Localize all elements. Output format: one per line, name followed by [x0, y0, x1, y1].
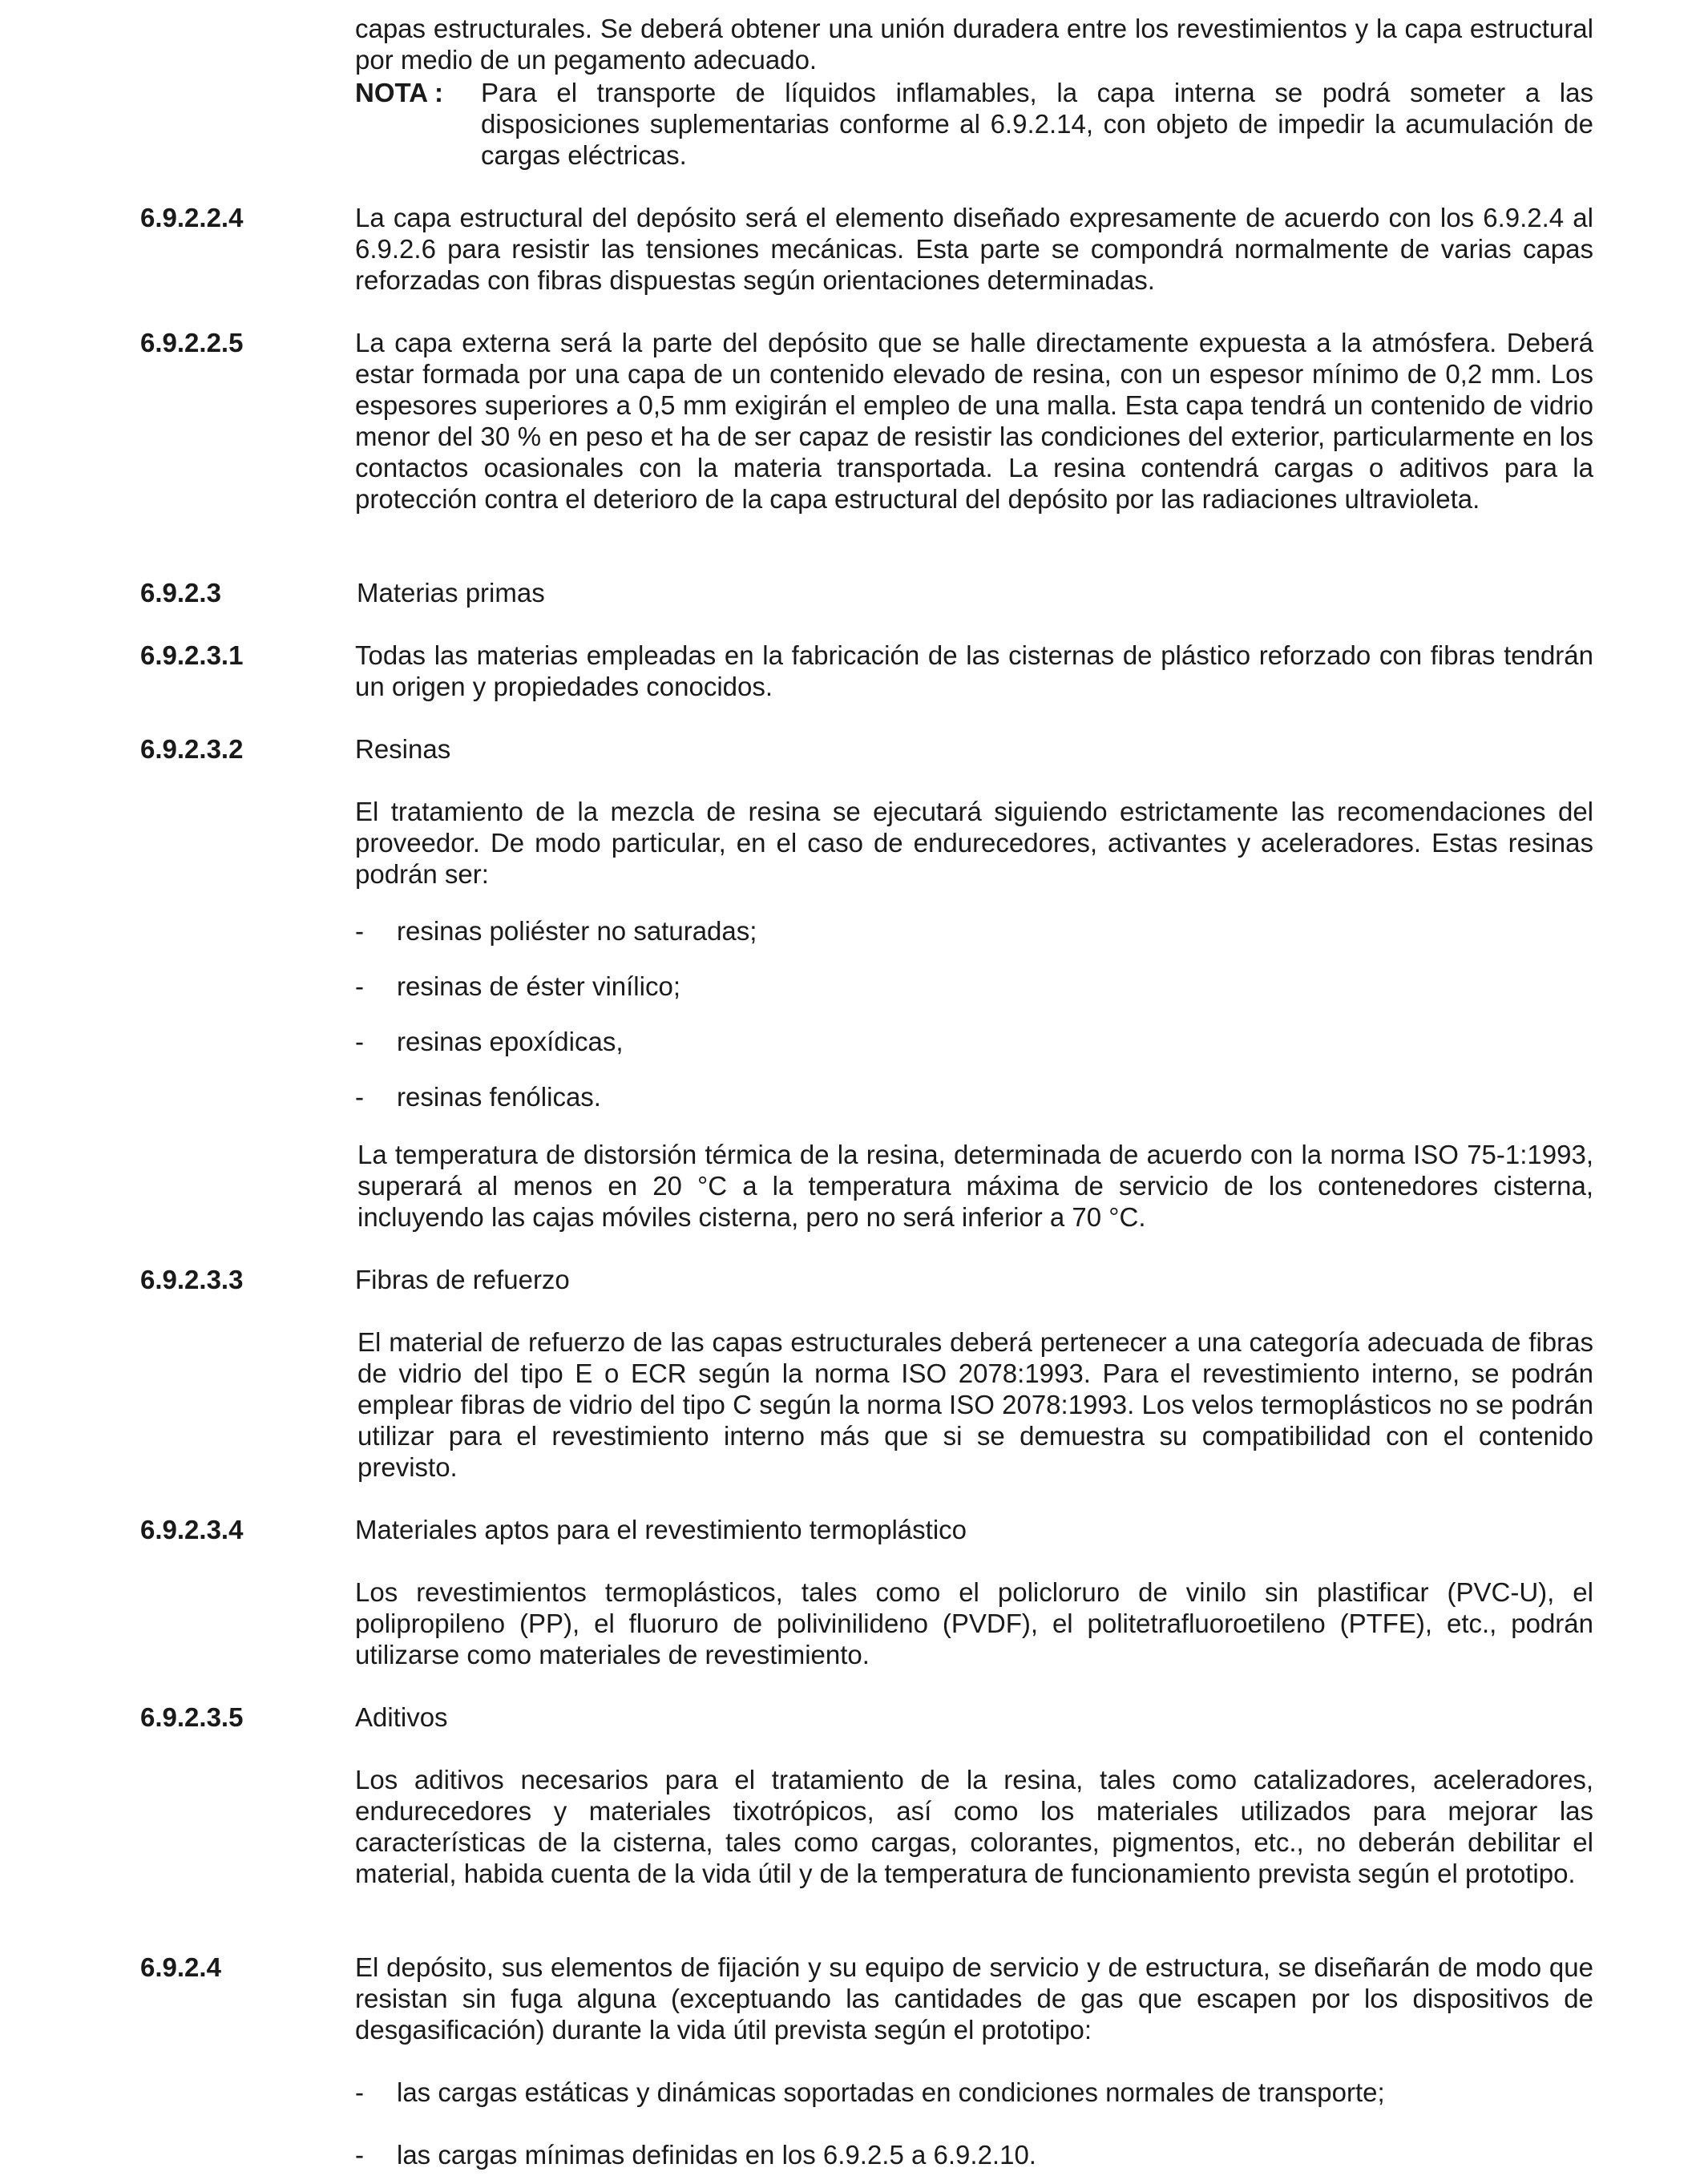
list-dash: -	[355, 916, 364, 946]
list-dash: -	[355, 1027, 364, 1056]
section-text-6-9-2-3-5: Los aditivos necesarios para el tratamiento de la resina, tales como catalizadores, aceleradores, endurecedores y materiales tixotrópicos, así como los materiales utilizados para mejorar las características de la cisterna, tales como cargas, colorantes, pigmentos, etc., no deberán debilitar el material, habida cuenta de la vida útil y de la temperatura de funcionamiento prevista según el prototipo.	[355, 1765, 1593, 1888]
section-number-6-9-2-3-4: 6.9.2.3.4	[140, 1515, 244, 1544]
list-item: resinas poliéster no saturadas;	[397, 916, 757, 946]
section-title-6-9-2-3-5: Aditivos	[355, 1702, 448, 1732]
section-title-6-9-2-3-3: Fibras de refuerzo	[355, 1265, 570, 1294]
list-item: las cargas mínimas definidas en los 6.9.2.5 a 6.9.2.10.	[397, 2140, 1036, 2170]
list-item: resinas epoxídicas,	[397, 1027, 624, 1056]
list-dash: -	[355, 971, 364, 1001]
section-title-6-9-2-3: Materias primas	[357, 578, 545, 608]
note-text: Para el transporte de líquidos inflamables, la capa interna se podrá someter a las disposiciones suplementarias conforme al 6.9.2.14, con objeto de impedir la acumulación de cargas eléctricas.	[481, 78, 1593, 170]
note-label: NOTA :	[355, 78, 443, 107]
section-number-6-9-2-3-1: 6.9.2.3.1	[140, 640, 244, 670]
section-text-6-9-2-3-4: Los revestimientos termoplásticos, tales como el policloruro de vinilo sin plastificar (PVC-U), el polipropileno (PP), el fluoruro de polivinilideno (PVDF), el politetrafluoroetileno (PTFE), etc., podrán utilizarse como materiales de revestimiento.	[355, 1577, 1593, 1669]
list-item: resinas fenólicas.	[397, 1082, 601, 1112]
list-item: las cargas estáticas y dinámicas soportadas en condiciones normales de transporte;	[397, 2077, 1385, 2107]
section-number-6-9-2-3-2: 6.9.2.3.2	[140, 734, 244, 764]
section-text-6-9-2-4: El depósito, sus elementos de fijación y su equipo de servicio y de estructura, se diseñarán de modo que resistan sin fuga alguna (exceptuando las cantidades de gas que escapen por los dispositivos de desgasificación) durante la vida útil prevista según el prototipo:	[355, 1952, 1593, 2045]
section-after-text-6-9-2-3-2: La temperatura de distorsión térmica de la resina, determinada de acuerdo con la norma ISO 75-1:1993, superará al menos en 20 °C a la temperatura máxima de servicio de los contenedores cisterna, incluyendo las cajas móviles cisterna, pero no será inferior a 70 °C.	[357, 1140, 1593, 1232]
section-text-6-9-2-3-1: Todas las materias empleadas en la fabricación de las cisternas de plástico reforzado con fibras tendrán un origen y propiedades conocidos.	[355, 640, 1593, 701]
list-item: resinas de éster vinílico;	[397, 971, 680, 1001]
section-text-6-9-2-2-4: La capa estructural del depósito será el elemento diseñado expresamente de acuerdo con los 6.9.2.4 al 6.9.2.6 para resistir las tensiones mecánicas. Esta parte se compondrá normalmente de varias capas reforzadas con fibras dispuestas según orientaciones determinadas.	[355, 203, 1593, 295]
section-number-6-9-2-3: 6.9.2.3	[140, 578, 221, 608]
section-number-6-9-2-4: 6.9.2.4	[140, 1952, 221, 1982]
section-number-6-9-2-2-4: 6.9.2.2.4	[140, 203, 244, 232]
section-text-6-9-2-2-5: La capa externa será la parte del depósito que se halle directamente expuesta a la atmósfera. Deberá estar formada por una capa de un contenido elevado de resina, con un espesor mínimo de 0,2 mm. Los espesores superiores a 0,5 mm exigirán el empleo de una malla. Esta capa tendrá un contenido de vidrio menor del 30 % en peso et ha de ser capaz de resistir las condiciones del exterior, particularmente en los contactos ocasionales con la materia transportada. La resina contendrá cargas o aditivos para la protección contra el deterioro de la capa estructural del depósito por las radiaciones ultravioleta.	[355, 328, 1593, 514]
section-text-6-9-2-3-3: El material de refuerzo de las capas estructurales deberá pertenecer a una categoría adecuada de fibras de vidrio del tipo E o ECR según la norma ISO 2078:1993. Para el revestimiento interno, se podrán emplear fibras de vidrio del tipo C según la norma ISO 2078:1993. Los velos termoplásticos no se podrán utilizar para el revestimiento interno más que si se demuestra su compatibilidad con el contenido previsto.	[357, 1327, 1593, 1482]
list-dash: -	[355, 1082, 364, 1112]
section-title-6-9-2-3-2: Resinas	[355, 734, 451, 764]
section-number-6-9-2-3-5: 6.9.2.3.5	[140, 1702, 244, 1732]
section-number-6-9-2-2-5: 6.9.2.2.5	[140, 328, 244, 357]
list-dash: -	[355, 2140, 364, 2170]
section-text-6-9-2-3-2: El tratamiento de la mezcla de resina se ejecutará siguiendo estrictamente las recomendaciones del proveedor. De modo particular, en el caso de endurecedores, activantes y aceleradores. Estas resinas podrán ser:	[355, 797, 1593, 889]
section-number-6-9-2-3-3: 6.9.2.3.3	[140, 1265, 244, 1294]
section-title-6-9-2-3-4: Materiales aptos para el revestimiento termoplástico	[355, 1515, 967, 1544]
list-dash: -	[355, 2077, 364, 2107]
intro-paragraph: capas estructurales. Se deberá obtener una unión duradera entre los revestimientos y la capa estructural por medio de un pegamento adecuado.	[355, 14, 1593, 75]
